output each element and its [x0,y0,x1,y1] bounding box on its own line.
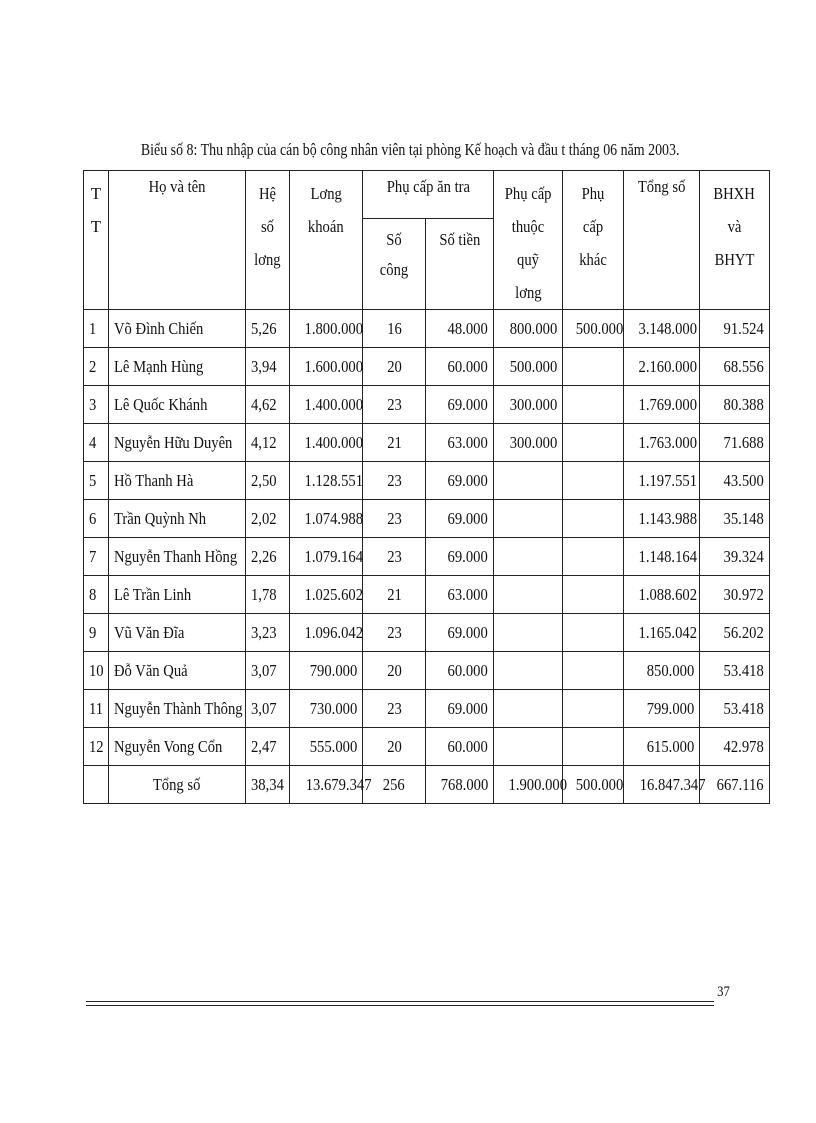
cell-cong: 20 [363,652,426,690]
cell-tien: 69.000 [426,500,494,538]
cell-cong: 20 [363,728,426,766]
cell-luong: 790.000 [290,652,363,690]
cell-bh: 71.688 [700,424,770,462]
table-row [84,652,770,690]
cell-heso: 5,26 [246,310,290,348]
cell-bh: 91.524 [700,310,770,348]
cell-tien: 63.000 [426,576,494,614]
cell-khac [563,348,624,386]
cell-cong: 23 [363,690,426,728]
cell-luong: 1.074.988 [290,500,363,538]
cell-name: Lê Quốc Khánh [109,386,246,424]
cell-quy [494,728,563,766]
table-row [84,576,770,614]
cell-tt: 7 [84,538,109,576]
cell-tt: 4 [84,424,109,462]
cell-tong: 2.160.000 [624,348,700,386]
cell-bh: 39.324 [700,538,770,576]
header-phucap-khac: Phụ cấp khác [563,171,624,310]
total-bh: 667.116 [700,766,770,804]
cell-quy [494,462,563,500]
cell-khac [563,386,624,424]
cell-tong: 1.769.000 [624,386,700,424]
cell-khac [563,690,624,728]
cell-tt: 11 [84,690,109,728]
header-row [84,171,770,219]
cell-bh: 68.556 [700,348,770,386]
cell-cong: 16 [363,310,426,348]
cell-luong: 1.128.551 [290,462,363,500]
table-row [84,348,770,386]
cell-tien: 60.000 [426,728,494,766]
cell-quy [494,690,563,728]
table-row [84,728,770,766]
cell-heso: 2,47 [246,728,290,766]
table-row [84,386,770,424]
cell-khac [563,576,624,614]
table-caption: Biểu số 8: Thu nhập của cán bộ công nhân viên tại phòng Kế hoạch và đầu t tháng 06 năm 2003. [140,140,680,159]
cell-tt: 12 [84,728,109,766]
cell-cong: 23 [363,462,426,500]
cell-heso: 3,94 [246,348,290,386]
table-row [84,310,770,348]
cell-bh: 56.202 [700,614,770,652]
cell-tong: 799.000 [624,690,700,728]
cell-tien: 69.000 [426,386,494,424]
cell-quy [494,652,563,690]
page-number: 37 [717,984,730,1000]
cell-tong: 1.763.000 [624,424,700,462]
cell-name: Lê Mạnh Hùng [109,348,246,386]
cell-heso: 4,12 [246,424,290,462]
cell-tt: 10 [84,652,109,690]
cell-tien: 60.000 [426,348,494,386]
table-row [84,500,770,538]
header-phucap-an: Phụ cấp ăn tra [363,171,494,219]
table-row [84,614,770,652]
cell-khac: 500.000 [563,310,624,348]
cell-luong: 1.800.000 [290,310,363,348]
cell-quy [494,576,563,614]
total-label: Tổng số [109,766,246,804]
header-so-tien: Số tiền [426,218,494,309]
cell-tong: 850.000 [624,652,700,690]
cell-cong: 23 [363,614,426,652]
header-phucap-quy: Phụ cấp thuộc quỹ lơng [494,171,563,310]
total-heso: 38,34 [246,766,290,804]
cell-quy [494,538,563,576]
cell-bh: 43.500 [700,462,770,500]
footer-rule-double [86,1005,714,1006]
cell-bh: 42.978 [700,728,770,766]
total-luong: 13.679.347 [290,766,363,804]
cell-luong: 1.600.000 [290,348,363,386]
cell-heso: 4,62 [246,386,290,424]
total-tt [84,766,109,804]
cell-cong: 23 [363,538,426,576]
cell-cong: 23 [363,500,426,538]
total-khac: 500.000 [563,766,624,804]
total-cong: 256 [363,766,426,804]
cell-heso: 3,23 [246,614,290,652]
cell-heso: 1,78 [246,576,290,614]
header-so-cong: Số công [363,218,426,309]
cell-tien: 60.000 [426,652,494,690]
cell-khac [563,424,624,462]
cell-luong: 1.400.000 [290,386,363,424]
cell-tong: 615.000 [624,728,700,766]
header-name: Họ và tên [109,171,246,310]
cell-tong: 1.197.551 [624,462,700,500]
table-row [84,690,770,728]
cell-cong: 21 [363,576,426,614]
table-row [84,538,770,576]
cell-tien: 69.000 [426,614,494,652]
cell-cong: 20 [363,348,426,386]
total-row [84,766,770,804]
cell-tt: 6 [84,500,109,538]
cell-name: Nguyễn Vong Cổn [109,728,246,766]
cell-quy: 300.000 [494,424,563,462]
cell-name: Nguyễn Thành Thông [109,690,246,728]
cell-luong: 1.079.164 [290,538,363,576]
cell-quy [494,614,563,652]
cell-cong: 21 [363,424,426,462]
cell-heso: 3,07 [246,690,290,728]
cell-khac [563,500,624,538]
cell-khac [563,614,624,652]
cell-quy: 500.000 [494,348,563,386]
header-tt: T T [84,171,109,310]
cell-tong: 3.148.000 [624,310,700,348]
cell-luong: 1.096.042 [290,614,363,652]
cell-name: Đỗ Văn Quả [109,652,246,690]
total-tien: 768.000 [426,766,494,804]
header-heso: Hệ số lơng [246,171,290,310]
cell-luong: 555.000 [290,728,363,766]
cell-luong: 730.000 [290,690,363,728]
cell-tt: 2 [84,348,109,386]
cell-tong: 1.165.042 [624,614,700,652]
cell-tt: 3 [84,386,109,424]
cell-luong: 1.400.000 [290,424,363,462]
cell-name: Võ Đình Chiến [109,310,246,348]
cell-name: Vũ Văn Đĩa [109,614,246,652]
table-row [84,462,770,500]
total-quy: 1.900.000 [494,766,563,804]
cell-tien: 69.000 [426,462,494,500]
cell-tt: 5 [84,462,109,500]
cell-tien: 69.000 [426,690,494,728]
cell-quy [494,500,563,538]
cell-name: Nguyễn Thanh Hồng [109,538,246,576]
header-luong: Lơng khoán [290,171,363,310]
cell-tien: 63.000 [426,424,494,462]
cell-tt: 8 [84,576,109,614]
cell-bh: 53.418 [700,690,770,728]
cell-tong: 1.143.988 [624,500,700,538]
cell-tien: 69.000 [426,538,494,576]
cell-bh: 80.388 [700,386,770,424]
cell-name: Hồ Thanh Hà [109,462,246,500]
cell-heso: 2,02 [246,500,290,538]
table-row [84,424,770,462]
header-tong: Tổng số [624,171,700,310]
cell-luong: 1.025.602 [290,576,363,614]
cell-khac [563,728,624,766]
cell-heso: 2,50 [246,462,290,500]
cell-tt: 9 [84,614,109,652]
cell-khac [563,652,624,690]
cell-quy: 800.000 [494,310,563,348]
total-tong: 16.847.347 [624,766,700,804]
income-table [83,170,770,804]
cell-cong: 23 [363,386,426,424]
cell-khac [563,538,624,576]
cell-khac [563,462,624,500]
cell-bh: 30.972 [700,576,770,614]
cell-quy: 300.000 [494,386,563,424]
cell-bh: 53.418 [700,652,770,690]
cell-name: Trần Quỳnh Nh [109,500,246,538]
cell-name: Nguyễn Hữu Duyên [109,424,246,462]
cell-heso: 3,07 [246,652,290,690]
cell-name: Lê Trần Linh [109,576,246,614]
header-bhxh: BHXH và BHYT [700,171,770,310]
cell-tt: 1 [84,310,109,348]
cell-bh: 35.148 [700,500,770,538]
cell-tien: 48.000 [426,310,494,348]
cell-heso: 2,26 [246,538,290,576]
footer-rule [86,1001,714,1002]
cell-tong: 1.148.164 [624,538,700,576]
cell-tong: 1.088.602 [624,576,700,614]
